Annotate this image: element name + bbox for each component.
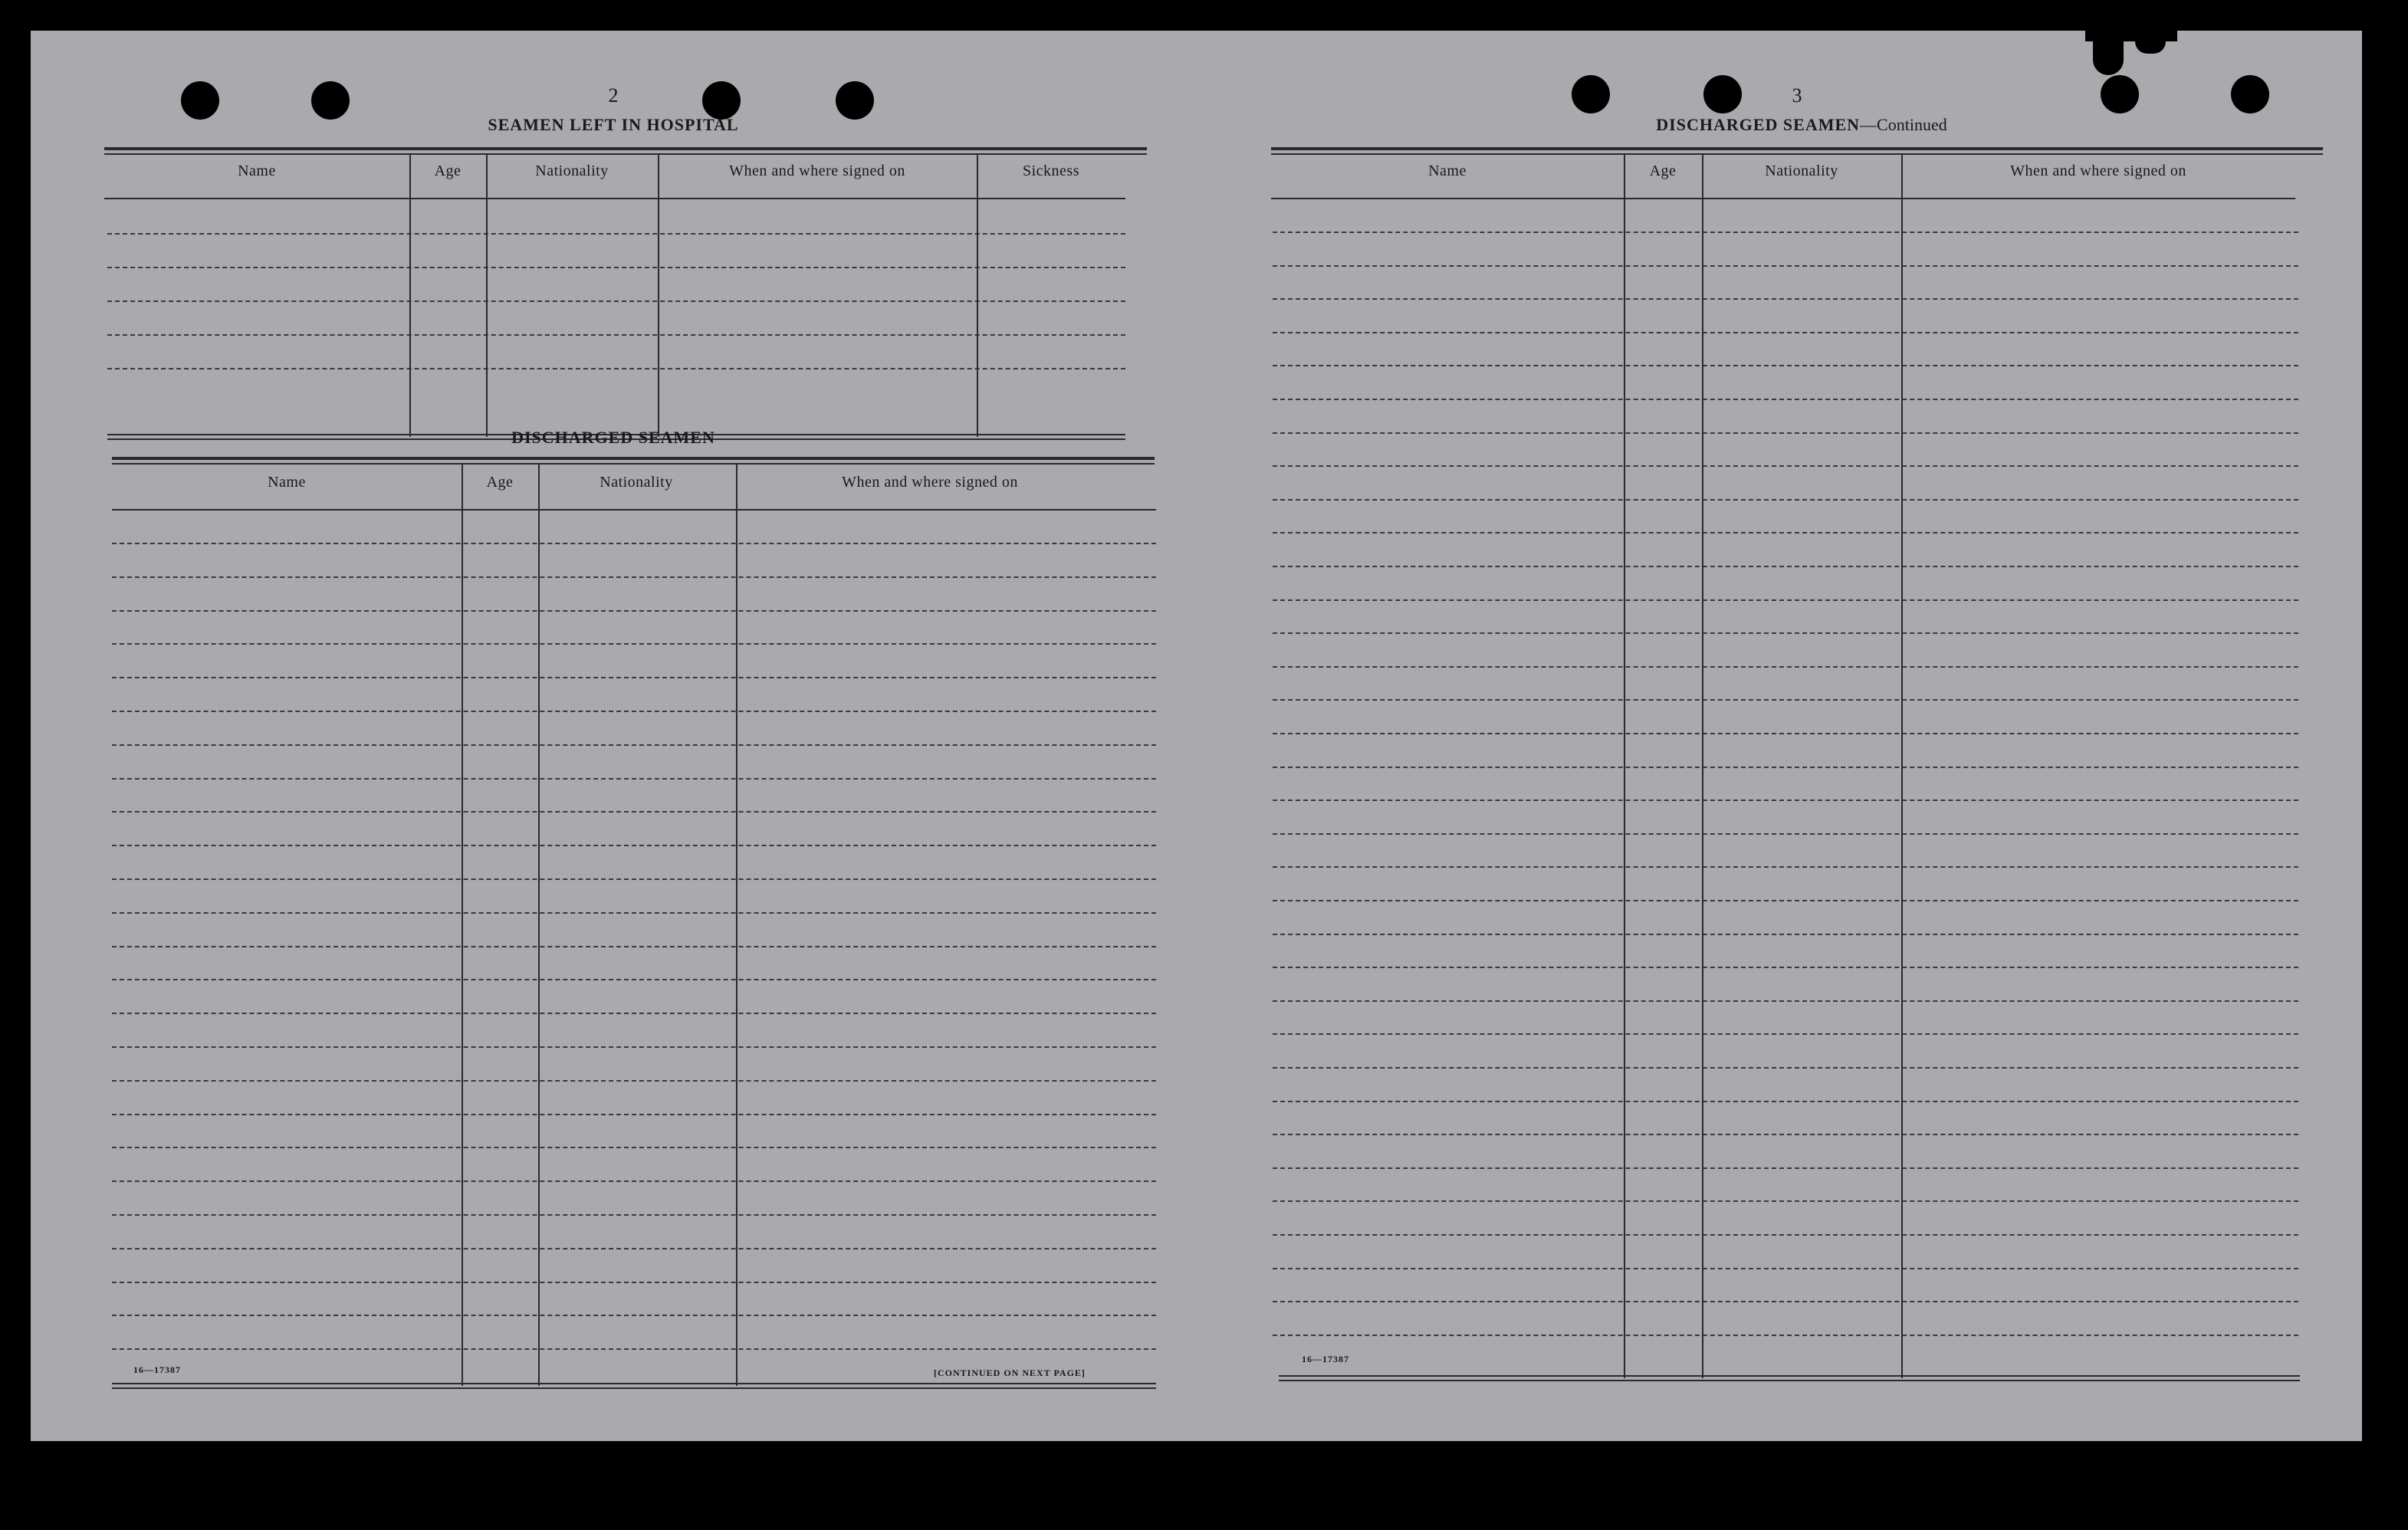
hospital-col-age: Age — [434, 163, 462, 179]
blank-entry-line — [1273, 866, 2298, 868]
blank-entry-line — [1273, 934, 2298, 935]
blank-entry-line — [112, 1147, 1156, 1148]
blank-entry-line — [1273, 733, 2298, 734]
blank-entry-line — [112, 845, 1156, 846]
discharged-header-rule-left — [112, 509, 1156, 511]
blank-entry-line — [1273, 599, 2298, 601]
discharged-top-rule-right-2 — [1271, 153, 2323, 155]
hospital-top-rule — [104, 147, 1147, 150]
discharged-top-rule-right — [1271, 147, 2323, 150]
blank-entry-line — [1273, 1033, 2298, 1035]
discharged-section-title-right — [1457, 115, 2147, 135]
blank-entry-line — [112, 744, 1156, 746]
blank-entry-line — [1273, 432, 2298, 434]
form-number-right: 16—17387 — [1302, 1354, 1349, 1364]
discharged-col-age-left: Age — [486, 474, 514, 491]
blank-entry-line — [112, 576, 1156, 578]
blank-entry-line — [107, 368, 1125, 369]
blank-entry-line — [112, 1114, 1156, 1115]
discharged-title-right: DISCHARGED SEAMEN — [1656, 115, 1861, 134]
discharged-col-nationality-left: Nationality — [600, 474, 673, 491]
discharged-col-nationality-right: Nationality — [1765, 163, 1838, 179]
blank-entry-line — [112, 979, 1156, 980]
blank-entry-line — [112, 1080, 1156, 1082]
torn-edge — [2093, 41, 2124, 75]
blank-entry-line — [1273, 799, 2298, 801]
blank-entry-line — [112, 643, 1156, 645]
discharged-divider-left — [736, 463, 738, 1386]
blank-entry-line — [112, 878, 1156, 880]
punch-hole-icon — [1703, 75, 1742, 113]
blank-entry-line — [112, 711, 1156, 712]
blank-entry-line — [1273, 1200, 2298, 1202]
blank-entry-line — [112, 912, 1156, 914]
blank-entry-line — [1273, 900, 2298, 901]
discharged-divider-right — [1702, 153, 1703, 1378]
blank-entry-line — [1273, 1134, 2298, 1135]
blank-entry-line — [1273, 1067, 2298, 1069]
discharged-divider-left — [538, 463, 540, 1386]
discharged-divider-right — [1901, 153, 1903, 1378]
discharged-top-rule-left-2 — [112, 463, 1155, 465]
blank-entry-line — [1273, 332, 2298, 333]
hospital-divider — [658, 153, 659, 437]
discharged-divider-right — [1624, 153, 1625, 1378]
blank-entry-line — [112, 1013, 1156, 1014]
blank-entry-line — [1273, 566, 2298, 567]
blank-entry-line — [112, 1214, 1156, 1216]
hospital-col-name: Name — [238, 163, 276, 179]
blank-entry-line — [1273, 967, 2298, 968]
discharged-divider-left — [462, 463, 463, 1386]
blank-entry-line — [107, 233, 1125, 235]
blank-entry-line — [1273, 1167, 2298, 1169]
blank-entry-line — [1273, 532, 2298, 534]
blank-entry-line — [112, 946, 1156, 947]
form-number-left: 16—17387 — [133, 1364, 181, 1375]
blank-entry-line — [1273, 1234, 2298, 1236]
discharged-col-name-left: Name — [268, 474, 306, 491]
hospital-divider — [409, 153, 411, 437]
blank-entry-line — [1273, 298, 2298, 300]
blank-entry-line — [1273, 833, 2298, 835]
discharged-bottom-rule-left-2 — [112, 1387, 1156, 1389]
blank-entry-line — [112, 1315, 1156, 1316]
punch-hole-icon — [702, 81, 741, 120]
punch-hole-icon — [1572, 75, 1610, 113]
blank-entry-line — [1273, 1268, 2298, 1269]
blank-entry-line — [1273, 767, 2298, 768]
discharged-section-title-left: DISCHARGED SEAMEN — [511, 428, 715, 447]
blank-entry-line — [1273, 399, 2298, 400]
blank-entry-line — [107, 300, 1125, 302]
discharged-top-rule-left — [112, 457, 1155, 460]
blank-entry-line — [1273, 699, 2298, 701]
blank-entry-line — [112, 543, 1156, 544]
blank-entry-line — [107, 334, 1125, 336]
page-number-right: 3 — [1792, 84, 1802, 107]
blank-entry-line — [1273, 465, 2298, 467]
hospital-divider — [977, 153, 978, 437]
blank-entry-line — [1273, 499, 2298, 501]
torn-edge — [2135, 41, 2166, 54]
punch-hole-icon — [2101, 75, 2139, 113]
blank-entry-line — [1273, 632, 2298, 634]
blank-entry-line — [1273, 1335, 2298, 1336]
punch-hole-icon — [181, 81, 219, 120]
blank-entry-line — [107, 267, 1125, 268]
hospital-top-rule-2 — [104, 153, 1147, 155]
blank-entry-line — [112, 1248, 1156, 1249]
discharged-col-signed-on-right: When and where signed on — [2010, 163, 2186, 179]
blank-entry-line — [1273, 1301, 2298, 1302]
hospital-divider — [486, 153, 488, 437]
blank-entry-line — [1273, 666, 2298, 668]
blank-entry-line — [1273, 1101, 2298, 1102]
blank-entry-line — [112, 1046, 1156, 1048]
continued-note: [CONTINUED ON NEXT PAGE] — [934, 1367, 1086, 1378]
hospital-col-sickness: Sickness — [1023, 163, 1079, 179]
blank-entry-line — [112, 1282, 1156, 1283]
discharged-col-name-right: Name — [1428, 163, 1467, 179]
hospital-col-signed-on: When and where signed on — [729, 163, 905, 179]
discharged-col-age-right: Age — [1649, 163, 1677, 179]
hospital-section-title: SEAMEN LEFT IN HOSPITAL — [488, 115, 739, 134]
punch-hole-icon — [311, 81, 350, 120]
blank-entry-line — [1273, 365, 2298, 366]
discharged-bottom-rule-left — [112, 1383, 1156, 1384]
blank-entry-line — [1273, 1000, 2298, 1002]
punch-hole-icon — [2231, 75, 2269, 113]
discharged-title-suffix: —Continued — [1860, 115, 1947, 134]
discharged-header-rule-right — [1271, 198, 2295, 199]
blank-entry-line — [112, 1348, 1156, 1350]
discharged-bottom-rule-right-2 — [1279, 1380, 2300, 1381]
torn-edge — [2085, 31, 2177, 41]
blank-entry-line — [112, 1180, 1156, 1182]
discharged-col-signed-on-left: When and where signed on — [842, 474, 1018, 491]
blank-entry-line — [1273, 265, 2298, 267]
blank-entry-line — [112, 811, 1156, 813]
hospital-header-rule — [104, 198, 1125, 199]
blank-entry-line — [112, 610, 1156, 612]
blank-entry-line — [112, 677, 1156, 678]
punch-hole-icon — [836, 81, 874, 120]
discharged-bottom-rule-right — [1279, 1375, 2300, 1377]
blank-entry-line — [112, 778, 1156, 780]
document-sheet — [31, 31, 2362, 1441]
blank-entry-line — [1273, 231, 2298, 233]
page-number-left: 2 — [608, 84, 619, 107]
hospital-col-nationality: Nationality — [535, 163, 609, 179]
